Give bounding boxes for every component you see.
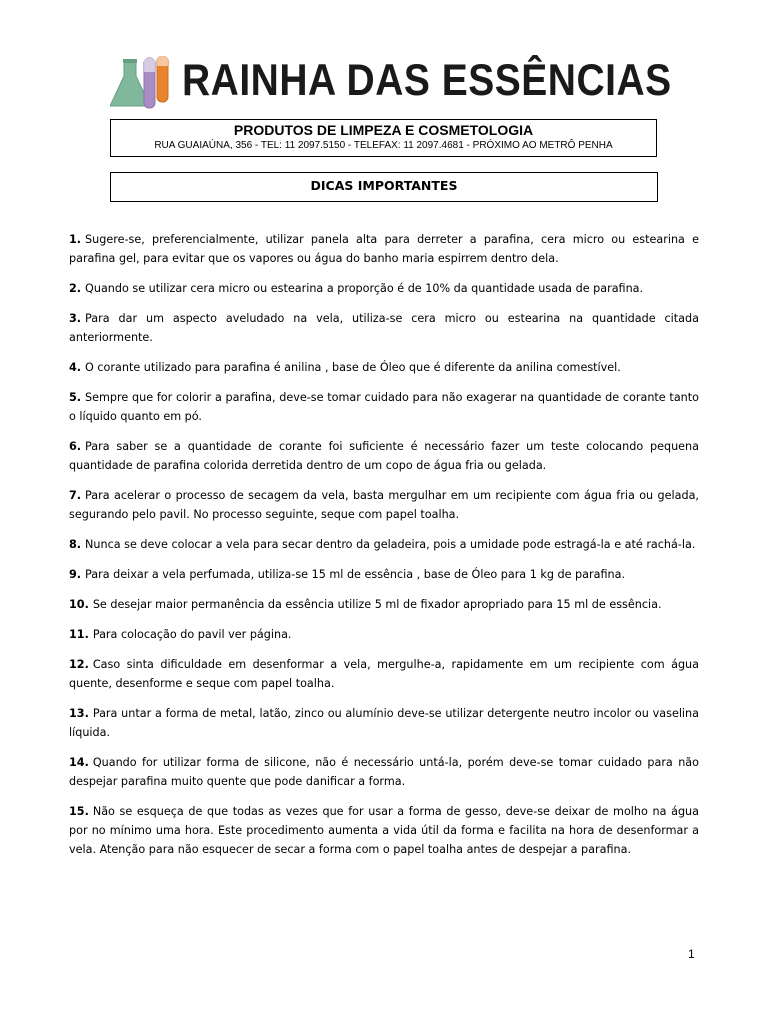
tip-text: Não se esqueça de que todas as vezes que for usar a forma de gesso, deve-se deixar de molho na água por no mínimo uma hora. Este procedimento aumenta a vida útil da forma e facilita na hora de desenformar a vela. Atenção para não esquecer de secar a forma com o papel toalha antes de despejar a parafina. (69, 805, 699, 856)
tip-number: 5. (69, 391, 82, 404)
tip-text: Quando se utilizar cera micro ou estearina a proporção é de 10% da quantidade usada de parafina. (85, 282, 644, 295)
tip-item (69, 486, 699, 524)
tip-item (69, 625, 699, 644)
tip-item (69, 309, 699, 347)
tip-item (69, 595, 699, 614)
tip-item (69, 704, 699, 742)
tip-number: 11. (69, 628, 89, 641)
tip-number: 13. (69, 707, 89, 720)
logo (110, 56, 670, 106)
tip-number: 7. (69, 489, 82, 502)
tip-item (69, 753, 699, 791)
tip-text: Para colocação do pavil ver página. (92, 628, 292, 641)
tip-text: Para deixar a vela perfumada, utiliza-se 15 ml de essência , base de Óleo para 1 kg de parafina. (85, 568, 626, 581)
tip-text: Para untar a forma de metal, latão, zinco ou alumínio deve-se utilizar detergente neutro incolor ou vaselina líquida. (69, 707, 699, 739)
tip-text: Para saber se a quantidade de corante foi suficiente é necessário fazer um teste colocando pequena quantidade de parafina colorida derretida dentro de um copo de água fria ou gelada. (69, 440, 699, 472)
tip-text: Caso sinta dificuldade em desenformar a vela, mergulhe-a, rapidamente em um recipiente com água quente, desenforme e seque com papel toalha. (69, 658, 699, 690)
tip-number: 4. (69, 361, 82, 374)
section-title: DICAS IMPORTANTES (110, 172, 658, 202)
tips-list (69, 230, 699, 870)
tip-number: 1. (69, 233, 82, 246)
tip-number: 12. (69, 658, 89, 671)
tip-text: Para dar um aspecto aveludado na vela, utiliza-se cera micro ou estearina na quantidade citada anteriormente. (69, 312, 699, 344)
tip-number: 9. (69, 568, 82, 581)
tip-item (69, 358, 699, 377)
tip-text: Nunca se deve colocar a vela para secar dentro da geladeira, pois a umidade pode estragá-la e até rachá-la. (85, 538, 696, 551)
tip-item (69, 655, 699, 693)
tip-item (69, 535, 699, 554)
tip-text: Quando for utilizar forma de silicone, não é necessário untá-la, porém deve-se tomar cuidado para não despejar parafina muito quente que pode danificar a forma. (69, 756, 699, 788)
laboratory-flask-and-test-tubes-icon (110, 56, 172, 112)
tip-item (69, 802, 699, 859)
tip-number: 2. (69, 282, 82, 295)
tip-number: 10. (69, 598, 89, 611)
tip-text: Sugere-se, preferencialmente, utilizar panela alta para derreter a parafina, cera micro ou estearina e parafina gel, para evitar que os vapores ou água do banho maria espirrem dentro dela. (69, 233, 699, 265)
brand-name: RAINHA DAS ESSÊNCIAS (182, 55, 672, 106)
company-info-box (110, 119, 657, 157)
page-number: 1 (688, 947, 695, 961)
tip-number: 3. (69, 312, 82, 325)
tip-text: Se desejar maior permanência da essência utilize 5 ml de fixador apropriado para 15 ml de essência. (92, 598, 662, 611)
tip-number: 6. (69, 440, 82, 453)
tip-text: Para acelerar o processo de secagem da vela, basta mergulhar em um recipiente com água fria ou gelada, segurando pelo pavil. No processo seguinte, seque com papel toalha. (69, 489, 699, 521)
company-tagline: PRODUTOS DE LIMPEZA E COSMETOLOGIA (233, 122, 534, 138)
tip-number: 8. (69, 538, 82, 551)
tip-item (69, 279, 699, 298)
tip-item (69, 388, 699, 426)
tip-item (69, 437, 699, 475)
company-address: RUA GUAIAÚNA, 356 - TEL: 11 2097.5150 - TELEFAX: 11 2097.4681 - PRÓXIMO AO METRÔ PENHA (154, 140, 613, 151)
tip-number: 15. (69, 805, 89, 818)
tip-item (69, 230, 699, 268)
tip-number: 14. (69, 756, 89, 769)
tip-text: O corante utilizado para parafina é anilina , base de Óleo que é diferente da anilina comestível. (85, 361, 621, 374)
tip-text: Sempre que for colorir a parafina, deve-se tomar cuidado para não exagerar na quantidade de corante tanto o líquido quanto em pó. (69, 391, 699, 423)
tip-item (69, 565, 699, 584)
